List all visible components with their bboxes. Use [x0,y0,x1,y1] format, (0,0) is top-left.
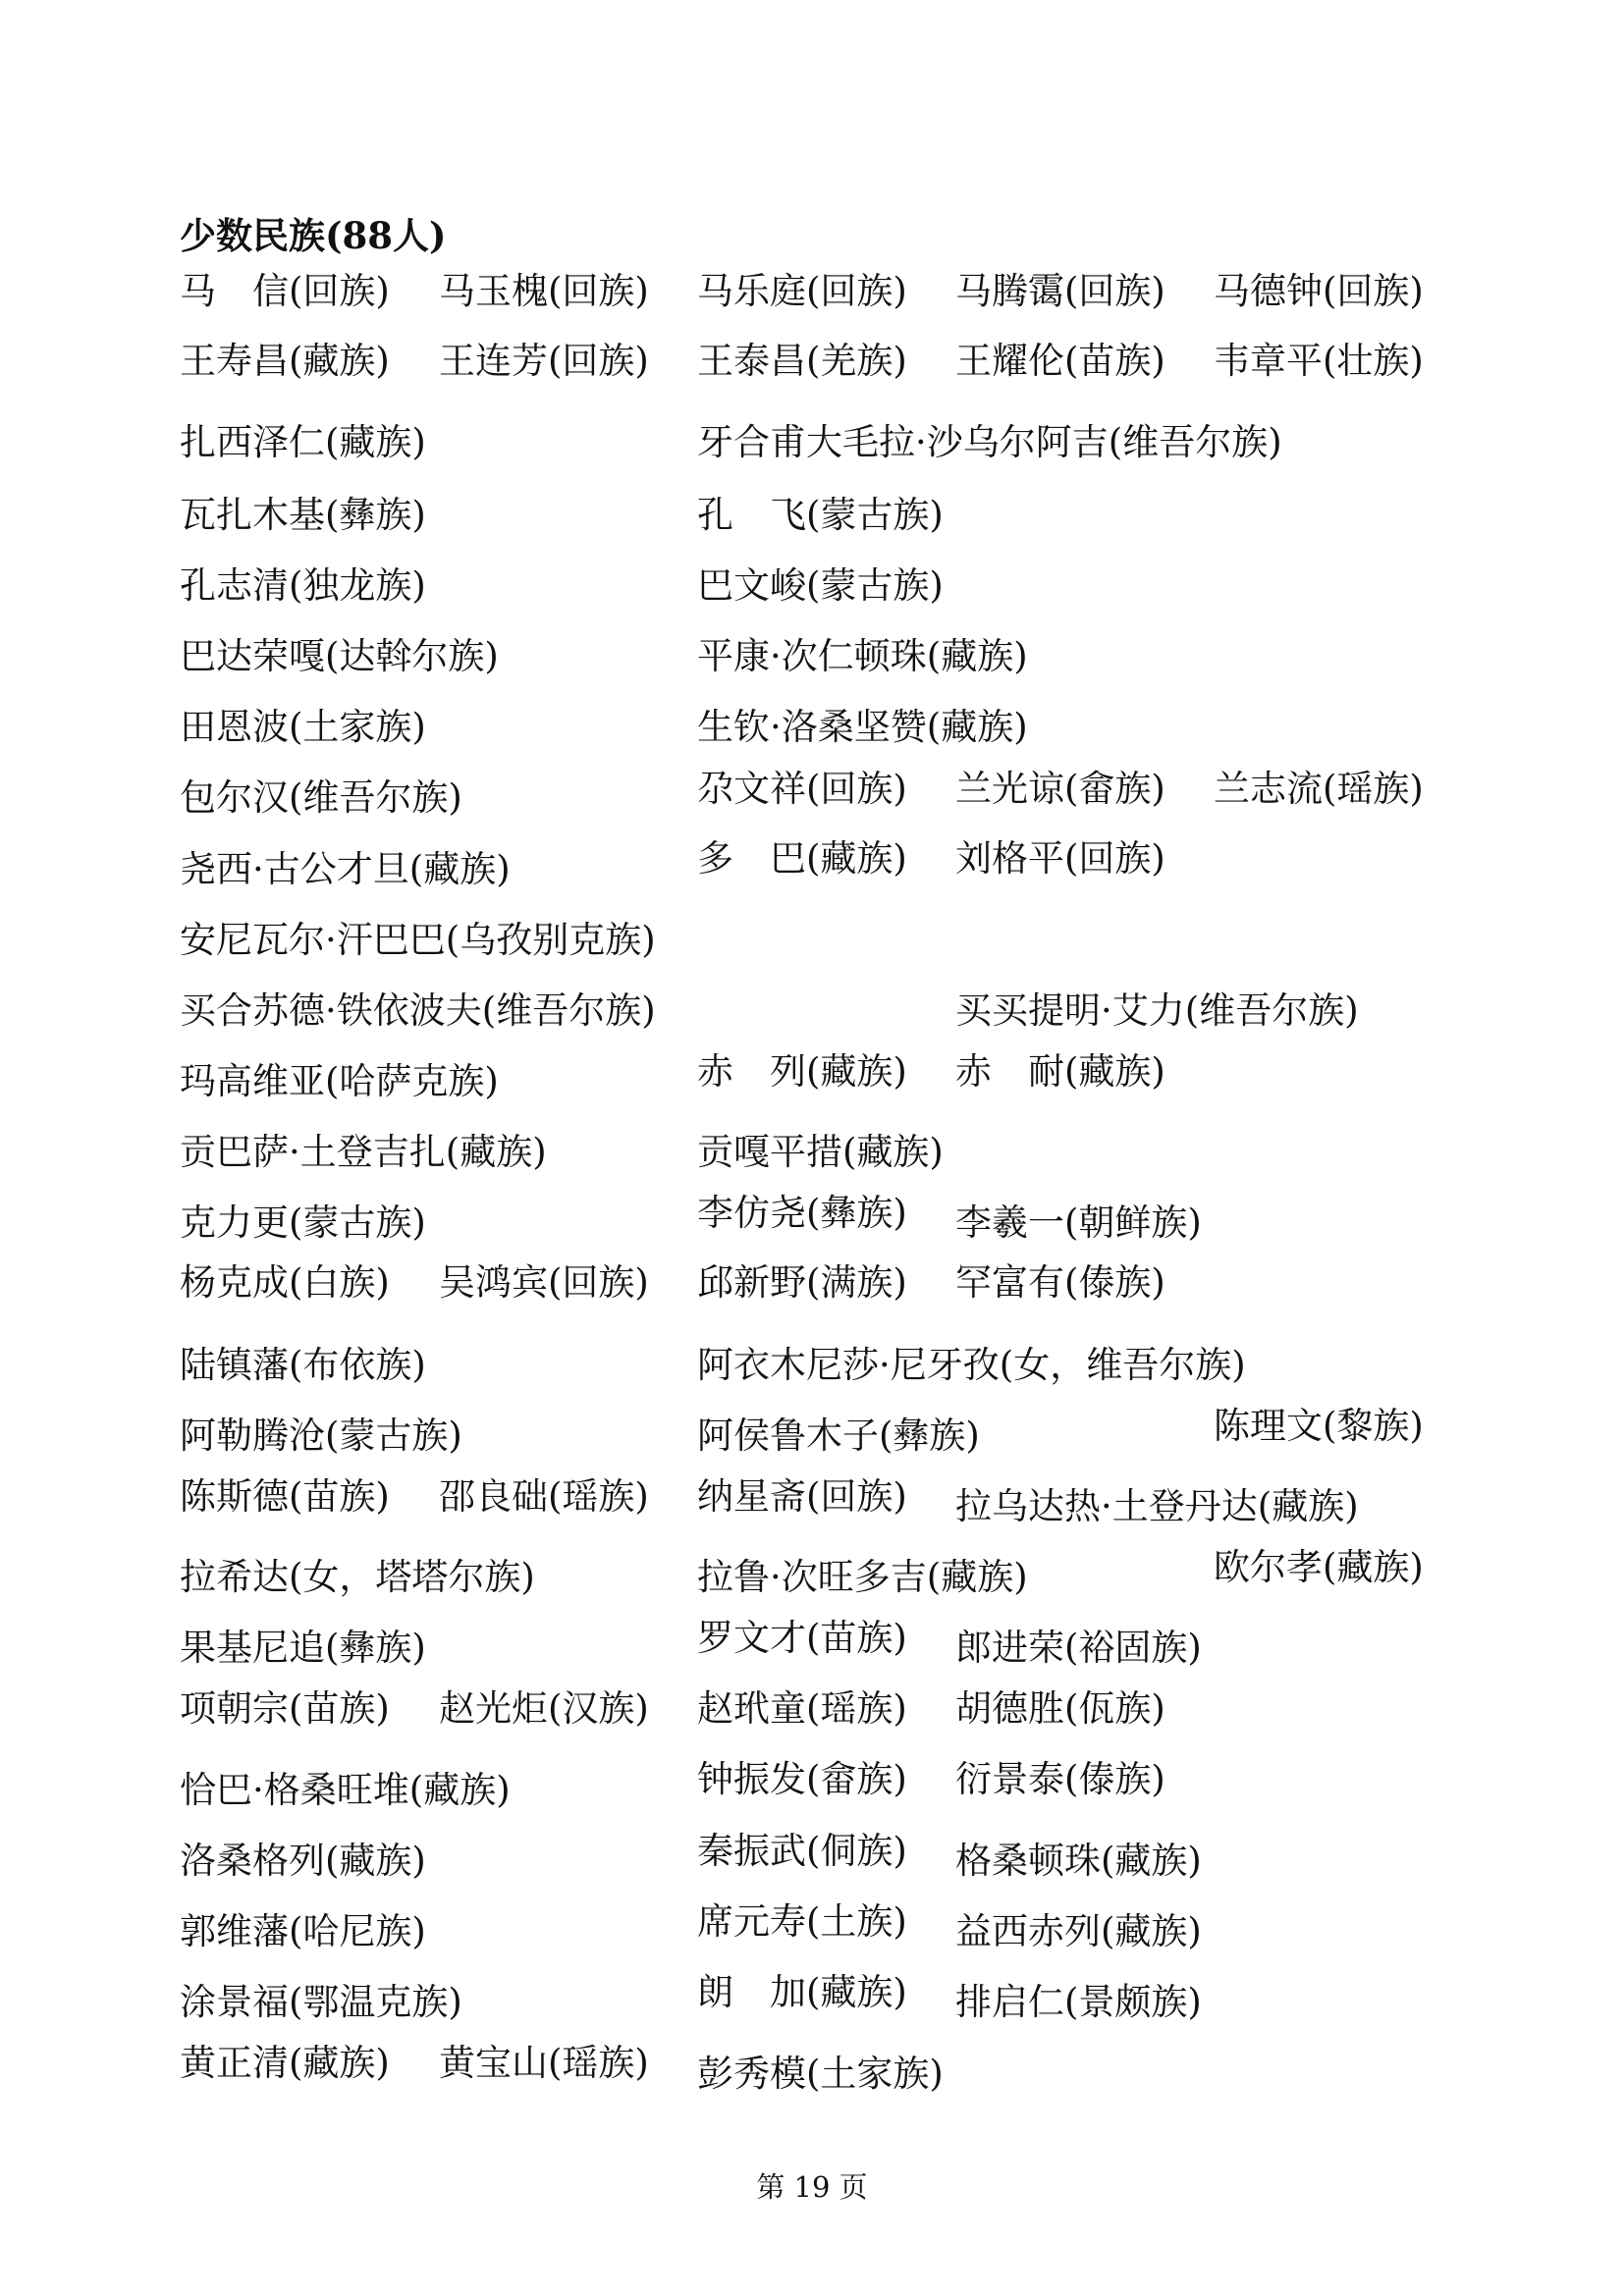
name-entry: 阿侯鲁木子(彝族) [697,1415,980,1457]
section-heading: 少数民族(88人) [180,214,447,257]
name-entry: 扎西泽仁(藏族) [180,421,426,463]
name-entry: 朗 加(藏族) [697,1971,907,2013]
name-entry: 买买提明·艾力(维吾尔族) [955,989,1359,1032]
name-entry: 阿衣木尼莎·尼牙孜(女，维吾尔族) [697,1344,1246,1386]
name-entry: 罕富有(傣族) [955,1261,1165,1304]
name-entry: 瓦扎木基(彝族) [180,494,426,536]
name-entry: 郎进荣(裕固族) [955,1627,1202,1669]
name-entry: 邵良础(瑶族) [439,1475,649,1518]
name-entry: 拉鲁·次旺多吉(藏族) [697,1556,1028,1598]
name-entry: 李仿尧(彝族) [697,1192,907,1234]
name-entry: 王耀伦(苗族) [955,340,1165,382]
name-entry: 格桑顿珠(藏族) [955,1840,1202,1882]
name-entry: 邱新野(满族) [697,1261,907,1304]
name-entry: 贡嘎平措(藏族) [697,1131,944,1173]
name-entry: 孔 飞(蒙古族) [697,494,944,536]
name-entry: 尧西·古公才旦(藏族) [180,848,511,890]
name-entry: 马 信(回族) [180,270,390,312]
page-number: 第 19 页 [756,2170,868,2204]
name-entry: 田恩波(土家族) [180,706,426,748]
name-entry: 恰巴·格桑旺堆(藏族) [180,1769,511,1811]
name-entry: 益西赤列(藏族) [955,1910,1202,1952]
name-entry: 包尔汉(维吾尔族) [180,776,462,819]
name-entry: 赤 列(藏族) [697,1050,907,1093]
name-entry: 秦振武(侗族) [697,1830,907,1872]
name-entry: 陈斯德(苗族) [180,1475,390,1518]
name-entry: 刘格平(回族) [955,837,1165,880]
name-entry: 兰志流(瑶族) [1214,768,1424,810]
name-entry: 贡巴萨·土登吉扎(藏族) [180,1131,547,1173]
name-entry: 衍景泰(傣族) [955,1758,1165,1800]
name-entry: 席元寿(土族) [697,1900,907,1943]
name-entry: 拉希达(女，塔塔尔族) [180,1556,535,1598]
name-entry: 杨克成(白族) [180,1261,390,1304]
name-entry: 马腾霭(回族) [955,270,1165,312]
name-entry: 多 巴(藏族) [697,837,907,880]
name-entry: 拉乌达热·土登丹达(藏族) [955,1485,1359,1527]
name-entry: 韦章平(壮族) [1214,340,1424,382]
name-entry: 平康·次仁顿珠(藏族) [697,635,1028,677]
name-entry: 马德钟(回族) [1214,270,1424,312]
name-entry: 赵玳童(瑶族) [697,1687,907,1730]
name-entry: 巴文峻(蒙古族) [697,564,944,607]
name-entry: 巴达荣嘎(达斡尔族) [180,635,499,677]
name-entry: 克力更(蒙古族) [180,1201,426,1244]
name-entry: 王连芳(回族) [439,340,649,382]
name-entry: 赤 耐(藏族) [955,1050,1165,1093]
name-entry: 罗文才(苗族) [697,1617,907,1659]
name-entry: 马乐庭(回族) [697,270,907,312]
name-entry: 黄宝山(瑶族) [439,2042,649,2084]
name-entry: 买合苏德·铁依波夫(维吾尔族) [180,989,656,1032]
name-entry: 吴鸿宾(回族) [439,1261,649,1304]
name-entry: 王寿昌(藏族) [180,340,390,382]
name-entry: 李羲一(朝鲜族) [955,1201,1202,1244]
name-entry: 郭维藩(哈尼族) [180,1910,426,1952]
name-entry: 黄正清(藏族) [180,2042,390,2084]
name-entry: 钟振发(畲族) [697,1758,907,1800]
name-entry: 阿勒腾沧(蒙古族) [180,1415,462,1457]
name-entry: 兰光谅(畲族) [955,768,1165,810]
name-entry: 项朝宗(苗族) [180,1687,390,1730]
name-entry: 王泰昌(羌族) [697,340,907,382]
name-entry: 牙合甫大毛拉·沙乌尔阿吉(维吾尔族) [697,421,1282,463]
name-entry: 马玉槐(回族) [439,270,649,312]
name-entry: 陈理文(黎族) [1214,1405,1424,1447]
name-entry: 陆镇藩(布依族) [180,1344,426,1386]
name-entry: 欧尔孝(藏族) [1214,1546,1424,1588]
name-entry: 洛桑格列(藏族) [180,1840,426,1882]
name-entry: 果基尼追(彝族) [180,1627,426,1669]
name-entry: 彭秀模(土家族) [697,2053,944,2095]
name-entry: 尕文祥(回族) [697,768,907,810]
name-entry: 胡德胜(佤族) [955,1687,1165,1730]
name-entry: 安尼瓦尔·汗巴巴(乌孜别克族) [180,919,656,961]
name-entry: 孔志清(独龙族) [180,564,426,607]
name-entry: 玛高维亚(哈萨克族) [180,1060,499,1102]
name-entry: 生钦·洛桑坚赞(藏族) [697,706,1028,748]
name-entry: 纳星斋(回族) [697,1475,907,1518]
name-entry: 排启仁(景颇族) [955,1981,1202,2023]
name-entry: 涂景福(鄂温克族) [180,1981,462,2023]
name-entry: 赵光炬(汉族) [439,1687,649,1730]
